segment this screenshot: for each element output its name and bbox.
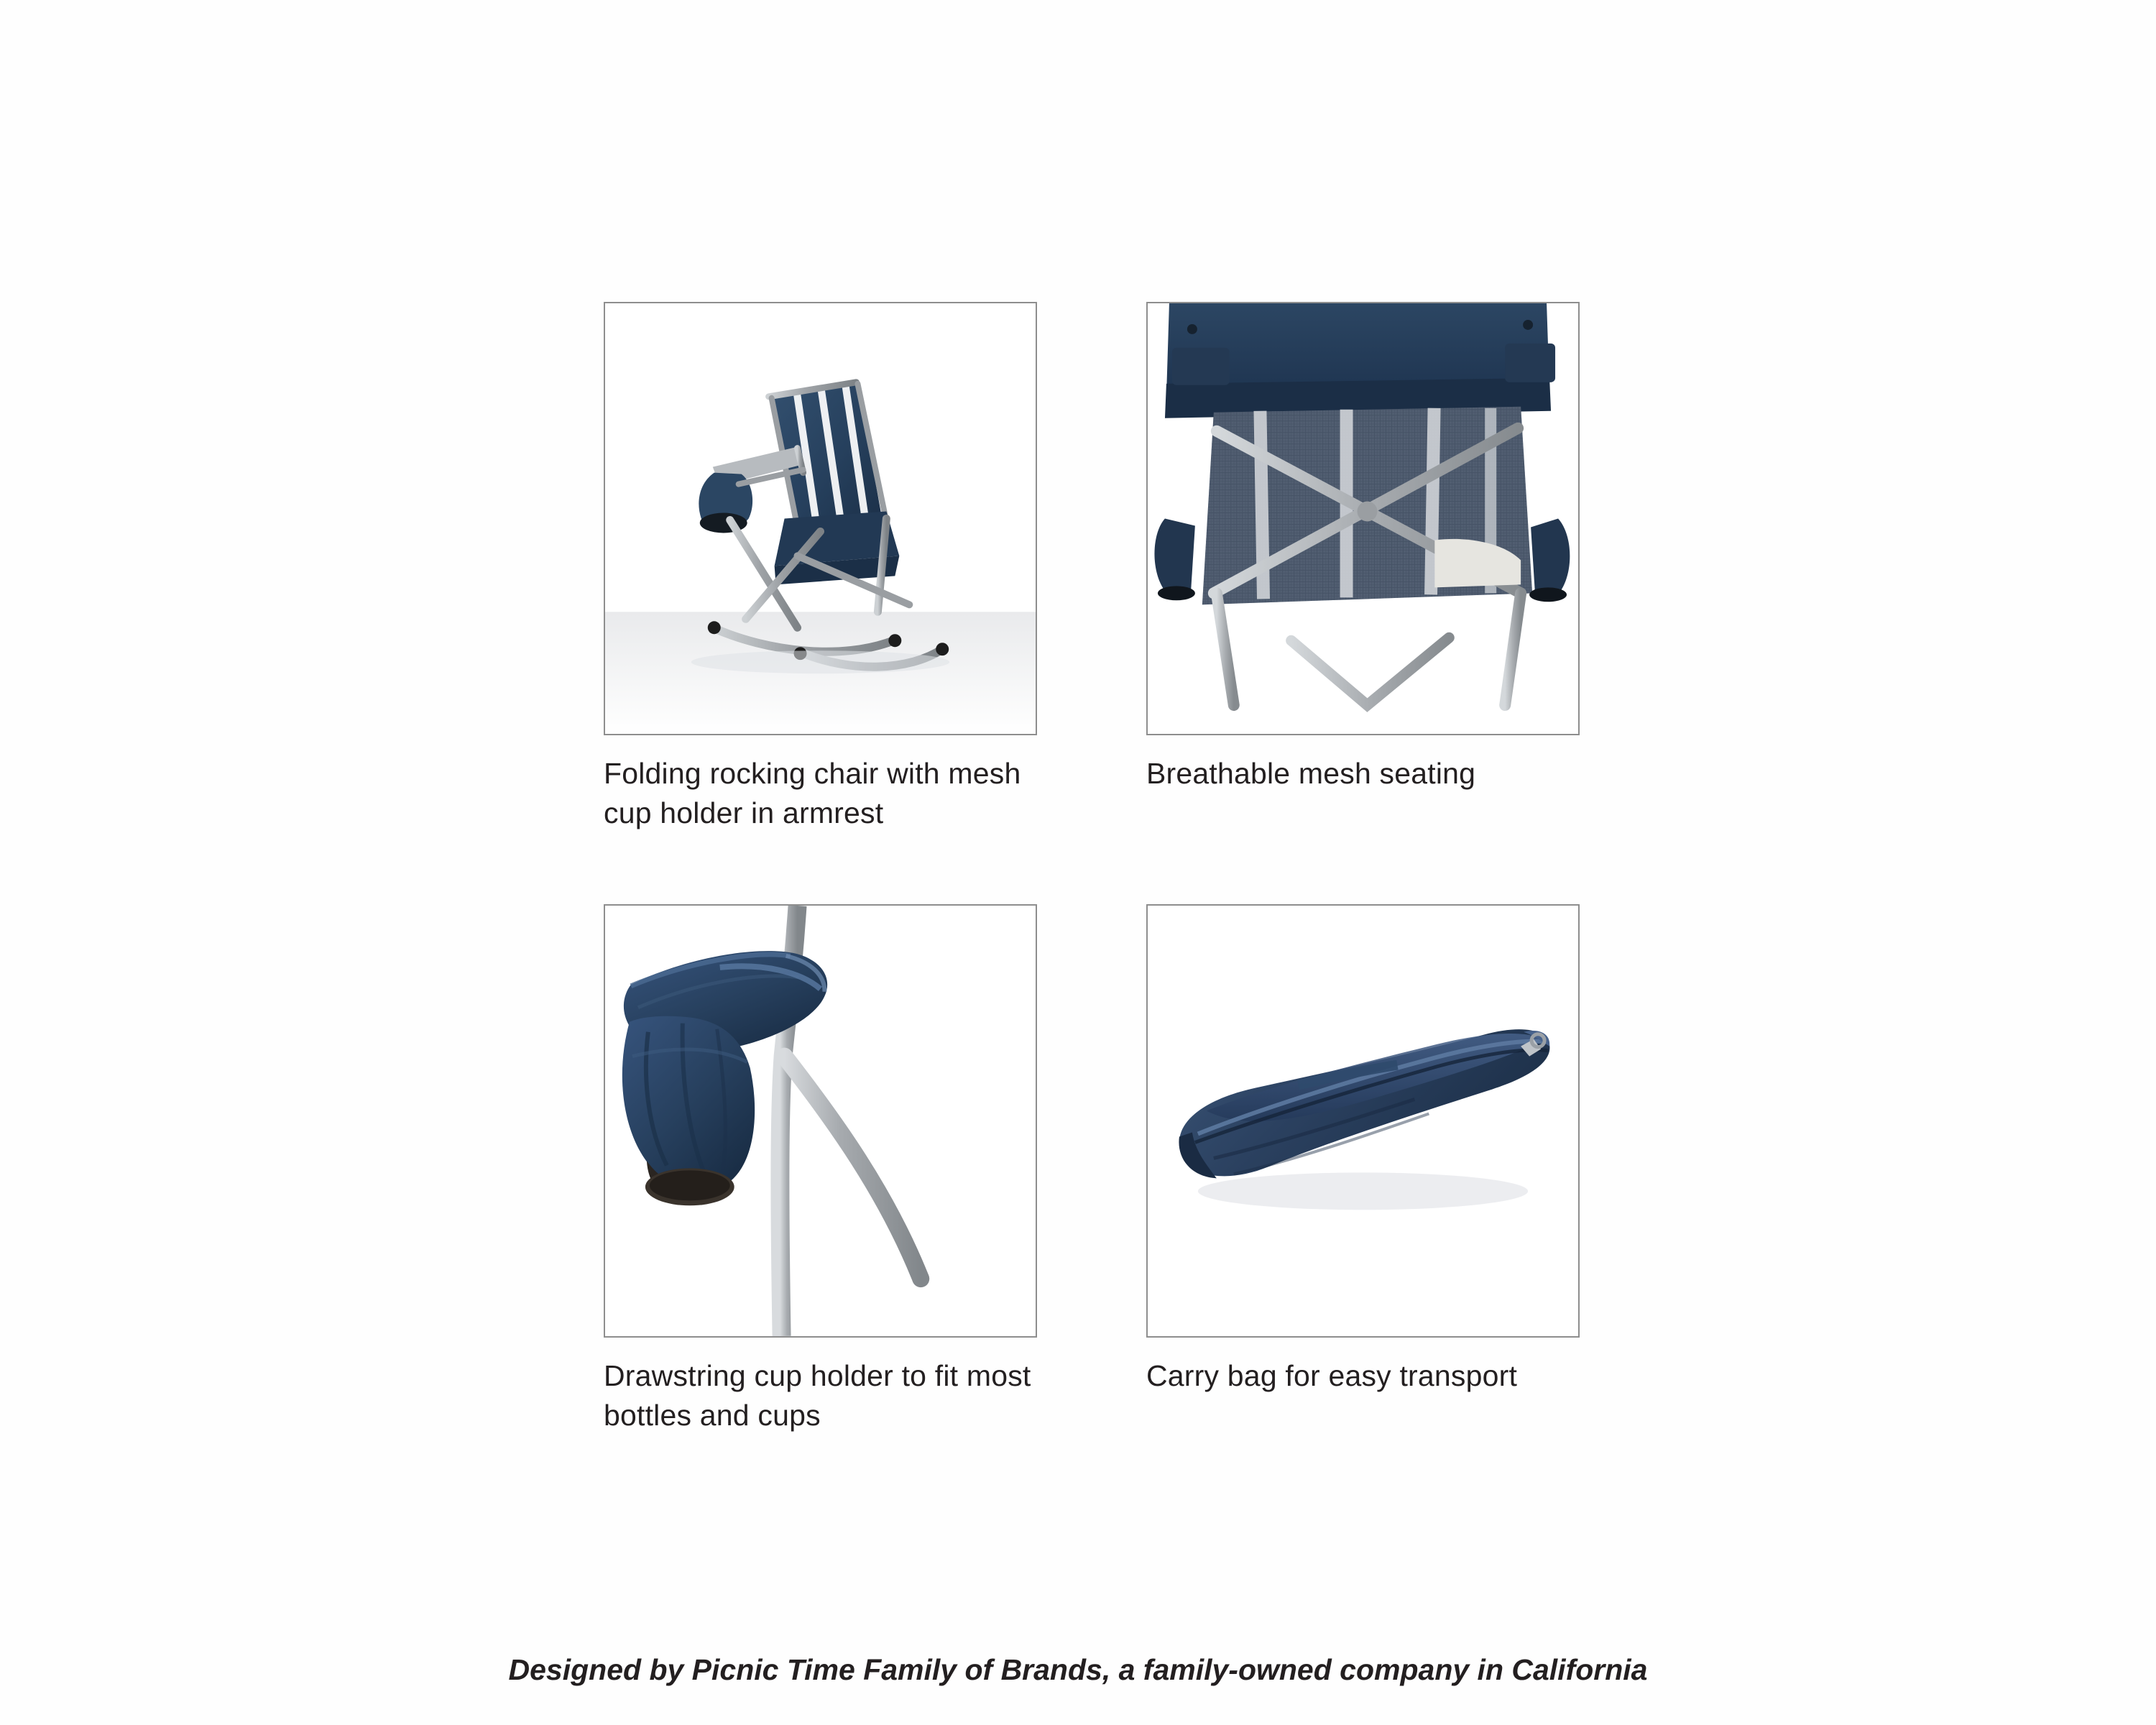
feature-caption: Breathable mesh seating — [1146, 757, 1476, 790]
feature-caption: Drawstring cup holder to fit most bottles and cups — [604, 1359, 1031, 1432]
feature-cell-carry-bag — [1146, 904, 1581, 1435]
feature-image-carry-bag — [1146, 904, 1580, 1338]
feature-grid — [604, 302, 1581, 1435]
feature-row — [604, 904, 1581, 1435]
feature-cell-drawstring-cup-holder — [604, 904, 1038, 1435]
feature-row — [604, 302, 1581, 832]
feature-cell-folding-rocking-chair — [604, 302, 1038, 832]
footer-text: Designed by Picnic Time Family of Brands, a family-owned company in California — [508, 1653, 1648, 1686]
feature-cell-breathable-mesh-seating — [1146, 302, 1581, 832]
feature-caption: Carry bag for easy transport — [1146, 1359, 1518, 1393]
feature-caption: Folding rocking chair with mesh cup holder in armrest — [604, 757, 1021, 829]
feature-image-breathable-mesh-seating — [1146, 302, 1580, 735]
feature-image-drawstring-cup-holder — [604, 904, 1037, 1338]
feature-image-folding-rocking-chair — [604, 302, 1037, 735]
